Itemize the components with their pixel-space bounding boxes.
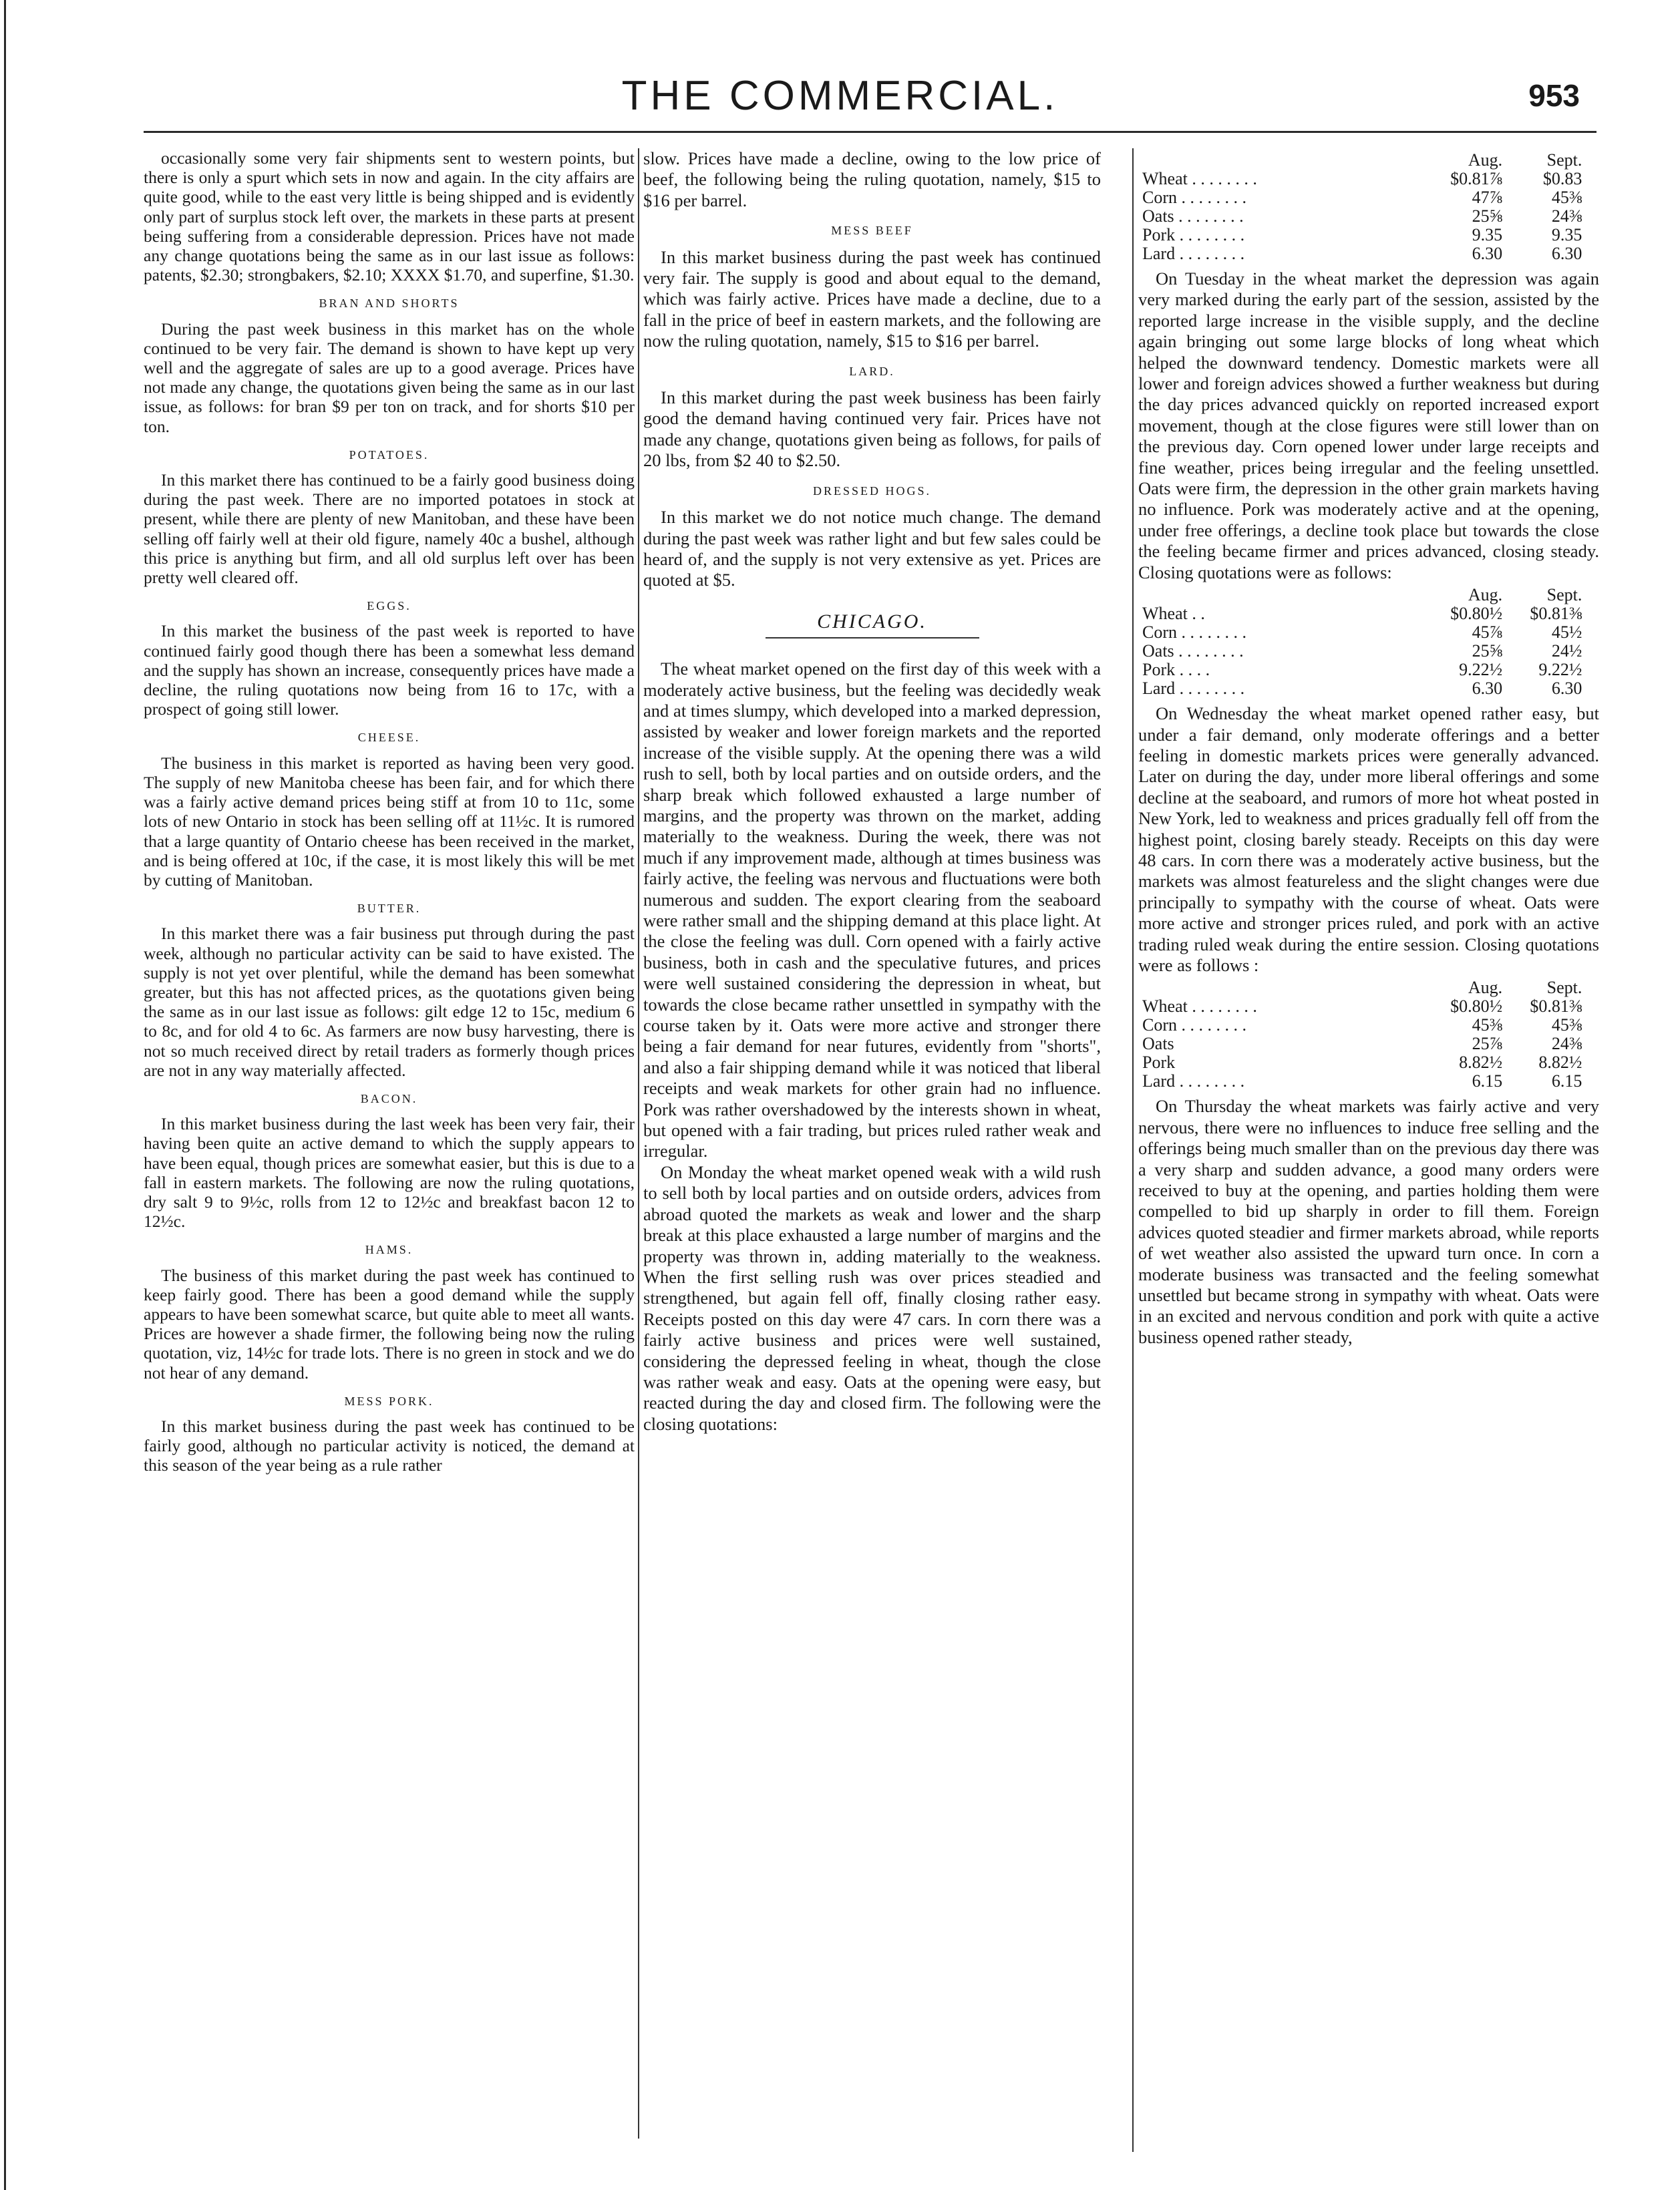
article-paragraph: In this market the business of the past week is reported to have continued fairly good though there has been a somewhat less demand and the supply has shown an increase, consequently prices have made a decline, the ruling quotations now being from 16 to 17c, with a prospect of going still lower.	[144, 621, 635, 719]
commodity-label: Oats	[1142, 1034, 1174, 1054]
commodity-label: Corn . . . . . . . .	[1142, 622, 1246, 643]
commodity-label: Corn . . . . . . . .	[1142, 188, 1246, 207]
article-paragraph: In this market business during the past week has continued to be fairly good, although no particular activity is noticed, the demand at this season of the year being as a rule rather	[144, 1416, 635, 1475]
page-edge-rule	[4, 0, 6, 2190]
price-cell: 6.15	[1551, 1071, 1582, 1091]
quotations-table-wednesday	[1141, 978, 1583, 1091]
price-cell: 45⅞	[1472, 622, 1503, 643]
price-cell: 45½	[1551, 622, 1582, 643]
table-header-row	[1141, 151, 1583, 170]
article-paragraph: On Monday the wheat market opened weak with a wild rush to sell both by local parties and on outside orders, advices from abroad quoted the markets as weak and lower and the sharp break at this place exhausted a large number of margins and the property was thrown in, adding materially to the weakness. When the first selling rush was over prices steadied and strengthened, but again fell off, finally closing rather easy. Receipts posted on this day were 47 cars. In corn there was a fairly active business and prices were well sustained, considering the depressed feeling in wheat, though the close was rather weak and easy. Oats at the opening were easy, but reacted during the day and closed firm. The following were the closing quotations:	[643, 1161, 1101, 1434]
article-paragraph: occasionally some very fair shipments sent to western points, but there is only a spurt which sets in now and again. In the city affairs are quite good, while to the east very little is being shipped and is evidently only part of surplus stock left over, the markets in these parts at present being suffering from a considerable depression. Prices have not made any change quotations being the same as in our last issue as follows: patents, $2.30; strongbakers, $2.10; XXXX $1.70, and superfine, $1.30.	[144, 148, 635, 285]
price-cell: 24⅜	[1551, 1034, 1582, 1054]
article-paragraph: In this market there was a fair business put through during the past week, although no particular activity can be said to have existed. The supply is not yet over plentiful, while the demand has been somewhat greater, but this has not affected prices, as the quotations given being the same as in our last issue as follows: gilt edge 12 to 15c, medium 6 to 8c, and for old 4 to 6c. As farmers are now busy harvesting, there is not so much received direct by retail traders as formerly though prices are not in any way materially affected.	[144, 924, 635, 1080]
price-cell: $0.81⅜	[1530, 604, 1582, 624]
page-number: 953	[1528, 78, 1580, 113]
commodity-label: Lard . . . . . . . .	[1142, 244, 1245, 263]
price-cell: 6.30	[1472, 244, 1503, 263]
table-row	[1141, 997, 1583, 1016]
table-row	[1141, 1016, 1583, 1035]
commodity-label: Lard . . . . . . . .	[1142, 679, 1245, 699]
article-paragraph: On Wednesday the wheat market opened rather easy, but under a fair demand, only moderate offerings and a better feeling in domestic markets prices were generally advanced. Later on during the day, under more liberal offerings and some decline at the seaboard, and rumors of more hot wheat posted in New York, led to weakness and prices gradually fell off from the highest point, closing barely steady. Receipts on this day were 48 cars. In corn there was a moderately active business, but the markets was almost featureless and the slight changes were due principally to sympathy with the course of wheat. Oats were more active and stronger prices ruled, and pork with an active trading ruled weak during the entire session. Closing quotations were as follows :	[1138, 703, 1599, 975]
price-cell: 8.82½	[1538, 1053, 1582, 1073]
article-paragraph: In this market business during the last week has been very fair, their having been quite an active demand to which the supply appears to have been equal, though prices are somewhat easier, but this is due to a fall in eastern markets. The following are now the ruling quotations, dry salt 9 to 9½c, rolls from 12 to 12½c and breakfast bacon 12 to 12½c.	[144, 1114, 635, 1232]
commodity-label: Pork . . . . . . . .	[1142, 225, 1245, 244]
price-cell: 24½	[1551, 641, 1582, 661]
price-cell: 9.35	[1551, 225, 1582, 244]
section-heading: LARD.	[849, 364, 895, 378]
commodity-label: Pork . . . .	[1142, 660, 1210, 680]
price-cell: 25⅝	[1472, 206, 1503, 226]
price-cell: 24⅜	[1551, 206, 1582, 226]
price-cell: 6.30	[1551, 679, 1582, 699]
price-cell: 45⅜	[1551, 1015, 1582, 1035]
section-heading: BRAN AND SHORTS	[319, 297, 460, 311]
price-cell: 25⅞	[1472, 1034, 1503, 1054]
price-cell: 8.82½	[1459, 1053, 1503, 1073]
table-row	[1141, 679, 1583, 698]
commodity-label	[1141, 978, 1424, 997]
table-row	[1141, 170, 1583, 188]
section-heading: BACON.	[360, 1091, 418, 1105]
price-cell: 45⅜	[1551, 188, 1582, 207]
section-heading: BUTTER.	[357, 902, 422, 916]
col-header-aug: Aug.	[1468, 150, 1503, 170]
commodity-label	[1141, 151, 1424, 170]
commodity-label	[1141, 586, 1424, 604]
commodity-label: Wheat . .	[1142, 604, 1205, 624]
price-cell: 25⅝	[1472, 641, 1503, 661]
section-heading: MESS BEEF	[831, 224, 913, 238]
article-paragraph: In this market during the past week business has been fairly good the demand having continued very fair. Prices have not made any change, quotations given being as follows, for pails of 20 lbs, from $2 40 to $2.50.	[643, 387, 1101, 471]
table-row	[1141, 207, 1583, 226]
commodity-label: Corn . . . . . . . .	[1142, 1015, 1246, 1035]
column-divider	[1132, 148, 1134, 2152]
price-cell: 6.30	[1551, 244, 1582, 263]
commodity-label: Lard . . . . . . . .	[1142, 1071, 1245, 1091]
price-cell: $0.80½	[1450, 604, 1503, 624]
table-row	[1141, 604, 1583, 623]
commodity-label: Wheat . . . . . . . .	[1142, 169, 1257, 188]
section-heading: CHEESE.	[357, 731, 421, 745]
price-cell: $0.81⅜	[1530, 996, 1582, 1017]
table-row	[1141, 623, 1583, 642]
quotations-table-tuesday	[1141, 586, 1583, 698]
price-cell: 47⅞	[1472, 188, 1503, 207]
article-paragraph: The wheat market opened on the first day of this week with a moderately active business, but the feeling was decidedly weak and at times slumpy, which developed into a marked depression, assisted by weaker and lower foreign markets and the reported increase of the visible supply. At the opening there was a wild rush to sell, both by local parties and on outside orders, and the sharp break which followed exhausted a large number of margins, and the property was thrown on the market, adding materially to the weakness. During the week, there was not much if any improvement made, although at times business was fairly active, the feeling was nervous and fluctuations were both numerous and sudden. The export clearing from the seaboard were rather small and the shipping demand at this place light. At the close the feeling was dull. Corn opened with a fairly active business, both in cash and the speculative futures, and prices were well sustained considering the depression in wheat, but towards the close became rather unsettled in sympathy with the course taken by it. Oats were more active and stronger there being a fair demand for near futures, evidently from "shorts", and also a fair shipping demand while it was noticed that liberal receipts and weak markets for other grain had no influence. Pork was rather overshadowed by the interests shown in wheat, but opened with a fair trading, but prices ruled rather weak and irregular.	[643, 659, 1101, 1161]
table-row	[1141, 1035, 1583, 1053]
price-cell: 9.22½	[1538, 660, 1582, 680]
column-divider	[638, 148, 639, 2139]
commodity-label: Oats . . . . . . . .	[1142, 641, 1244, 661]
table-row	[1141, 642, 1583, 661]
page-title: THE COMMERCIAL.	[621, 73, 1059, 119]
chicago-heading-rule	[766, 637, 979, 638]
price-cell: $0.83	[1542, 169, 1582, 188]
quotations-table-monday	[1141, 151, 1583, 263]
price-cell: 45⅜	[1472, 1015, 1503, 1035]
article-paragraph: The business in this market is reported as having been very good. The supply of new Manitoba cheese has been fair, and for which there was a fairly active demand prices being stiff at from 10 to 11c, some lots of new Ontario in stock has been selling off at 11½c. It is rumored that a large quantity of Ontario cheese has been received in the market, and is being offered at 10c, if the case, it is most likely this will be met by cutting of Manitoban.	[144, 753, 635, 890]
col-header-aug: Aug.	[1468, 585, 1503, 605]
article-paragraph: In this market we do not notice much change. The demand during the past week was rather light and but few sales could be heard of, and the supply is not very extensive as yet. Prices are quoted at $5.	[643, 507, 1101, 590]
section-heading: EGGS.	[367, 599, 411, 613]
article-paragraph: slow. Prices have made a decline, owing to the low price of beef, the following being the ruling quotation, namely, $15 to $16 per barrel.	[643, 148, 1101, 210]
price-cell: $0.80½	[1450, 996, 1503, 1017]
col-header-aug: Aug.	[1468, 978, 1503, 998]
col-header-sept: Sept.	[1546, 978, 1582, 998]
article-paragraph: The business of this market during the past week has continued to keep fairly good. There has been a good demand while the supply appears to have been somewhat scarce, but quite able to meet all wants. Prices are however a shade firmer, the following being now the ruling quotation, viz, 14½c for trade lots. There is no green in stock and we do not hear of any demand.	[144, 1265, 635, 1383]
table-row	[1141, 661, 1583, 679]
table-row	[1141, 244, 1583, 263]
table-row	[1141, 1053, 1583, 1072]
section-heading: MESS PORK.	[344, 1394, 434, 1408]
price-cell: $0.81⅞	[1450, 169, 1503, 188]
header-rule	[144, 131, 1597, 133]
table-row	[1141, 1072, 1583, 1091]
section-heading: DRESSED HOGS.	[812, 484, 932, 498]
chicago-heading: CHICAGO.	[817, 610, 927, 632]
column-middle	[643, 148, 1101, 2152]
price-cell: 9.22½	[1459, 660, 1503, 680]
section-heading: HAMS.	[365, 1243, 413, 1257]
article-paragraph: In this market there has continued to be a fairly good business doing during the past week. There are no imported potatoes in stock at present, while there are plenty of new Manitoban, and these have been selling off fairly well at their old figure, namely 40c a bushel, although this price is anything but firm, and all old surplus left over has been pretty well cleared off.	[144, 470, 635, 588]
commodity-label: Wheat . . . . . . . .	[1142, 996, 1257, 1017]
commodity-label: Pork	[1142, 1053, 1176, 1073]
article-paragraph: In this market business during the past week has continued very fair. The supply is good and about equal to the demand, which was fairly active. Prices have made a decline, due to a fall in the price of beef in eastern markets, and the following are now the ruling quotation, namely, $15 to $16 per barrel.	[643, 246, 1101, 351]
section-heading: POTATOES.	[349, 447, 430, 462]
table-header-row	[1141, 978, 1583, 997]
article-paragraph: On Tuesday in the wheat market the depression was again very marked during the early part of the session, assisted by the reported large increase in the visible supply, and the decline again bringing out some large blocks of long wheat which helped the downward tendency. Domestic markets were all lower and foreign advices showed a further weakness but during the day prices advanced quickly on reported increased export movement, though at the close figures were still lower than on the previous day. Corn opened lower under large receipts and fine weather, prices being irregular and the feeling unsettled. Oats were firm, the depression in the other grain markets having no influence. Pork was moderately active and at the opening, under free offerings, a decline took place but towards the close the feeling became firmer and prices advanced, closing steady. Closing quotations were as follows:	[1138, 268, 1599, 582]
price-cell: 6.15	[1472, 1071, 1503, 1091]
table-row	[1141, 226, 1583, 244]
price-cell: 9.35	[1472, 225, 1503, 244]
article-paragraph: On Thursday the wheat markets was fairly active and very nervous, there were no influences to induce free selling and the offerings being much smaller than on the previous day there was a very sharp and sudden advance, a good many orders were received to buy at the opening, and parties holding them were compelled to bid up sharply in order to fill them. Foreign advices quoted steadier and firmer markets abroad, while reports of wet weather also assisted the upward turn once. In corn a moderate business was transacted and the feeling somewhat unsettled but became strong in sympathy with wheat. Oats were in an excited and nervous condition and pork with quite a active business opened rather steady,	[1138, 1096, 1599, 1347]
table-header-row	[1141, 586, 1583, 604]
col-header-sept: Sept.	[1546, 150, 1582, 170]
article-paragraph: During the past week business in this market has on the whole continued to be very fair. The demand is shown to have kept up very well and the aggregate of sales are up to a good average. Prices have not made any change, the quotations given being the same as in our last issue, as follows: for bran $9 per ton on track, and for shorts $10 per ton.	[144, 319, 635, 436]
column-right	[1138, 148, 1599, 2172]
col-header-sept: Sept.	[1546, 585, 1582, 605]
column-left	[144, 148, 635, 2152]
price-cell: 6.30	[1472, 679, 1503, 699]
table-row	[1141, 188, 1583, 207]
commodity-label: Oats . . . . . . . .	[1142, 206, 1244, 226]
